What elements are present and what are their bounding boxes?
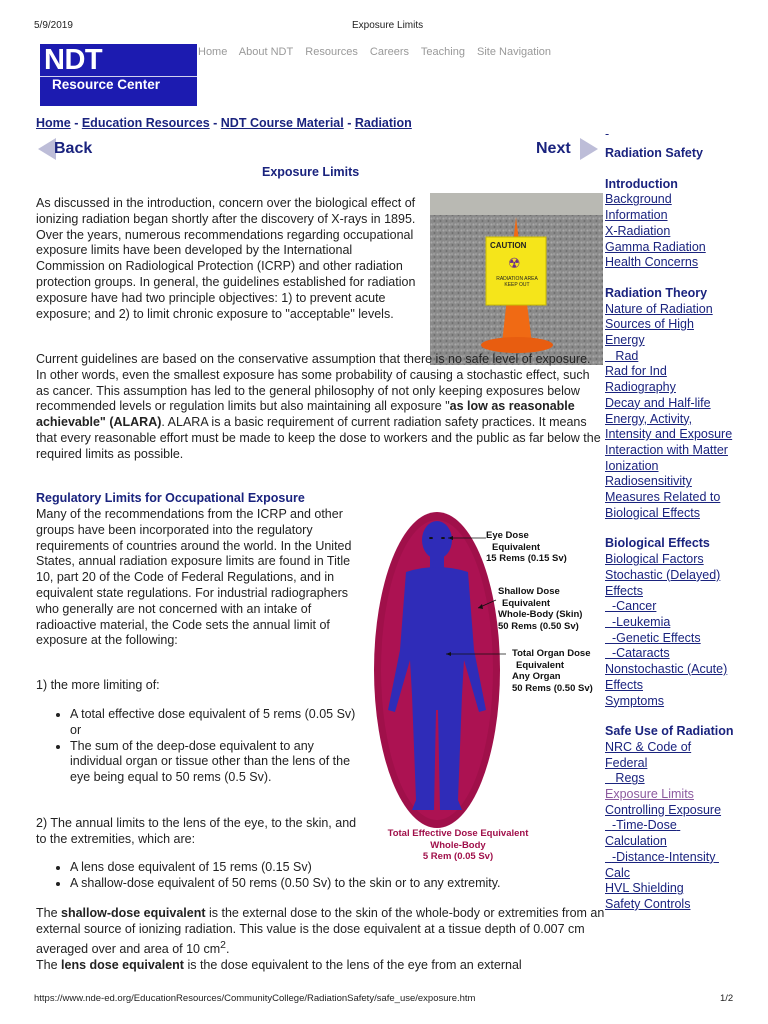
top-nav: [198, 46, 560, 58]
shallow-dose-definition: The shallow-dose equivalent is the external dose to the skin of the whole-body or extremities from an external source of ionizing radiation. This value is the dose equivalent at a tissue depth of 0.007 cm averaged over and area of 10 $cm^2$.: [36, 906, 605, 956]
sidebar-link[interactable]: Biological Factors: [605, 552, 704, 567]
sidebar-link[interactable]: Energy, Activity, Intensity and Exposure: [605, 411, 733, 442]
breadcrumb-course-material[interactable]: NDT Course Material: [220, 116, 344, 130]
sidebar-link[interactable]: Health Concerns: [605, 255, 699, 270]
ndt-logo[interactable]: [40, 44, 197, 106]
alara-text-after: . ALARA is a basic requirement of current radiation safety practices. It means that every reasonable effort must be made to keep the dose to workers and the public as far below the required limits as possible.: [36, 415, 601, 461]
total-effective-dose-caption: Total Effective Dose Equivalent Whole-Body 5 Rem (0.05 Sv): [387, 828, 529, 862]
sidebar-link[interactable]: Rad: [605, 348, 639, 363]
sidebar-link[interactable]: Gamma Radiation: [605, 239, 706, 254]
logo-text-resource-center: Resource Center: [52, 77, 161, 92]
eye-dose-label: Eye Dose Equivalent 15 Rems (0.15 Sv): [486, 530, 567, 564]
sidebar-link[interactable]: Controlling Exposure: [605, 802, 722, 817]
breadcrumb-home[interactable]: Home: [36, 116, 71, 130]
sidebar-heading-safe-use: Safe Use of Radiation: [605, 724, 734, 739]
list1-intro: 1) the more limiting of:: [36, 678, 160, 692]
top-nav-resources[interactable]: Resources: [305, 46, 358, 58]
footer-url: https://www.nde-ed.org/EducationResources/CommunityCollege/RadiationSafety/safe_use/exposure.htm: [34, 993, 476, 1004]
next-button[interactable]: Next: [536, 140, 571, 157]
sidebar-heading-introduction: Introduction: [605, 176, 678, 191]
sidebar-heading-radiation-theory: Radiation Theory: [605, 285, 708, 300]
sidebar-link[interactable]: Ionization: [605, 458, 659, 473]
sidebar-link[interactable]: Interaction with Matter: [605, 442, 728, 457]
sidebar-link[interactable]: Nature of Radiation: [605, 301, 713, 316]
sidebar-link[interactable]: Decay and Half-life: [605, 395, 711, 410]
caution-sign-text: CAUTION: [490, 241, 527, 250]
radiation-trefoil-icon: ☢: [508, 255, 521, 271]
breadcrumb: [36, 116, 412, 130]
regulatory-paragraph: Many of the recommendations from the ICRP and other groups have been incorporated into the regulatory requirements of countries around the world. In the United States, annual radiation exposure limits are found in Title 10, part 20 of the Code of Federal Regulations, and in equivalent state regulations. For industrial radiographers who generally are not concerned with an intake of radioactive material, the Code sets the annual limit of exposure at the following:: [36, 507, 352, 648]
breadcrumb-education-resources[interactable]: Education Resources: [81, 116, 210, 130]
sidebar-link[interactable]: Stochastic (Delayed) Effects: [605, 567, 721, 598]
sidebar-link[interactable]: Symptoms: [605, 693, 665, 708]
dose-body-diagram: [366, 510, 606, 880]
sidebar-link[interactable]: Nonstochastic (Acute) Effects: [605, 662, 728, 692]
footer-page-number: 1/2: [720, 993, 734, 1004]
page-title: Exposure Limits: [262, 165, 360, 179]
list-item: • The sum of the deep-dose equivalent to any individual organ or tissue other than the lens of the eye being equal to 50 rems (0.5 Sv).: [70, 739, 368, 786]
list-item: • A lens dose equivalent of 15 rems (0.15 Sv): [70, 860, 578, 876]
sidebar-link[interactable]: Sources of High Energy: [605, 317, 694, 348]
lens-dose-definition: The lens dose equivalent is the dose equivalent to the lens of the eye from an external: [36, 958, 522, 972]
regulatory-heading: Regulatory Limits for Occupational Exposure: [36, 491, 305, 505]
alara-bold: as low as reasonable achievable" (ALARA): [36, 399, 575, 430]
sidebar-dash: -: [605, 127, 610, 141]
next-arrow-icon[interactable]: [580, 138, 598, 160]
print-date: 5/9/2019: [34, 20, 73, 31]
breadcrumb-separator: -: [209, 116, 221, 130]
list-or-text: or: [70, 722, 82, 737]
sidebar-link[interactable]: Regs: [605, 771, 645, 786]
sidebar-link-current[interactable]: Exposure Limits: [605, 787, 694, 802]
sidebar-heading-biological-effects: Biological Effects: [605, 536, 710, 551]
alara-paragraph: [36, 352, 604, 463]
sidebar-link[interactable]: -Genetic Effects: [605, 630, 701, 645]
limits-list-1: [38, 707, 368, 786]
list2-intro: 2) The annual limits to the lens of the eye, to the skin, and to the extremities, which are:: [36, 816, 357, 846]
sidebar-link[interactable]: -Distance-Intensity Calc: [605, 849, 719, 880]
sidebar-link[interactable]: -Leukemia: [605, 614, 671, 629]
sidebar: [605, 127, 735, 913]
sidebar-link[interactable]: -Cancer: [605, 599, 657, 614]
alara-text-before: Current guidelines are based on the conservative assumption that there is no safe level of exposure. In other words, even the smallest exposure has some probability of causing a stochastic effect, such as cancer. This assumption has led to the general philosophy of not only keeping exposures below recommended levels or regulation limits but also maintaining all exposure ": [36, 352, 591, 414]
sidebar-link[interactable]: -Cataracts: [605, 646, 670, 661]
logo-text-ndt: NDT: [44, 44, 103, 76]
caution-sign-small-text: RADIATION AREA KEEP OUT: [496, 276, 538, 288]
list-item: • A total effective dose equivalent of 5 rems (0.05 Sv) or: [70, 707, 368, 739]
sidebar-link[interactable]: Rad for Ind Radiography: [605, 364, 676, 395]
top-nav-teaching[interactable]: Teaching: [420, 46, 465, 58]
print-title: Exposure Limits: [352, 20, 424, 31]
sidebar-link[interactable]: -Time-Dose Calculation: [605, 818, 681, 849]
list-item: • A shallow-dose equivalent of 50 rems (0.50 Sv) to the skin or to any extremity.: [70, 876, 578, 892]
sidebar-link[interactable]: HVL Shielding: [605, 881, 684, 896]
back-button[interactable]: Back: [54, 140, 93, 157]
sidebar-link[interactable]: Safety Controls: [605, 896, 691, 911]
shallow-dose-label: Shallow Dose Equivalent Whole-Body (Skin) 50 Rems (0.50 Sv): [498, 586, 583, 632]
sidebar-link[interactable]: X-Radiation: [605, 223, 671, 238]
sidebar-link[interactable]: Background Information: [605, 192, 672, 223]
caution-sign-photo: [430, 193, 603, 365]
sidebar-link[interactable]: Radiosensitivity: [605, 474, 692, 489]
sidebar-link[interactable]: Measures Related to Biological Effects: [605, 490, 721, 520]
top-nav-site-navigation[interactable]: Site Navigation: [477, 46, 552, 58]
sidebar-title: Radiation Safety: [605, 146, 703, 160]
sidebar-link[interactable]: NRC & Code of Federal: [605, 739, 692, 770]
breadcrumb-radiation[interactable]: Radiation: [354, 116, 412, 130]
top-nav-home[interactable]: Home: [198, 46, 228, 58]
breadcrumb-separator: -: [70, 116, 82, 130]
breadcrumb-separator: -: [343, 116, 355, 130]
top-nav-careers[interactable]: Careers: [369, 46, 410, 58]
top-nav-about[interactable]: About NDT: [238, 46, 294, 58]
intro-paragraph: As discussed in the introduction, concern over the biological effect of ionizing radiation began shortly after the discovery of X-rays in 1895. Over the years, numerous recommendations regarding occupational exposure limits have been developed by the International Commission on Radiological Protection (ICRP) and other radiation protection groups. In general, the guidelines established for radiation exposure have had two principle objectives: 1) to prevent acute exposure; and 2) to limit chronic exposure to "acceptable" levels.: [36, 196, 416, 321]
organ-dose-label: Total Organ Dose Equivalent Any Organ 50 Rems (0.50 Sv): [512, 648, 593, 694]
